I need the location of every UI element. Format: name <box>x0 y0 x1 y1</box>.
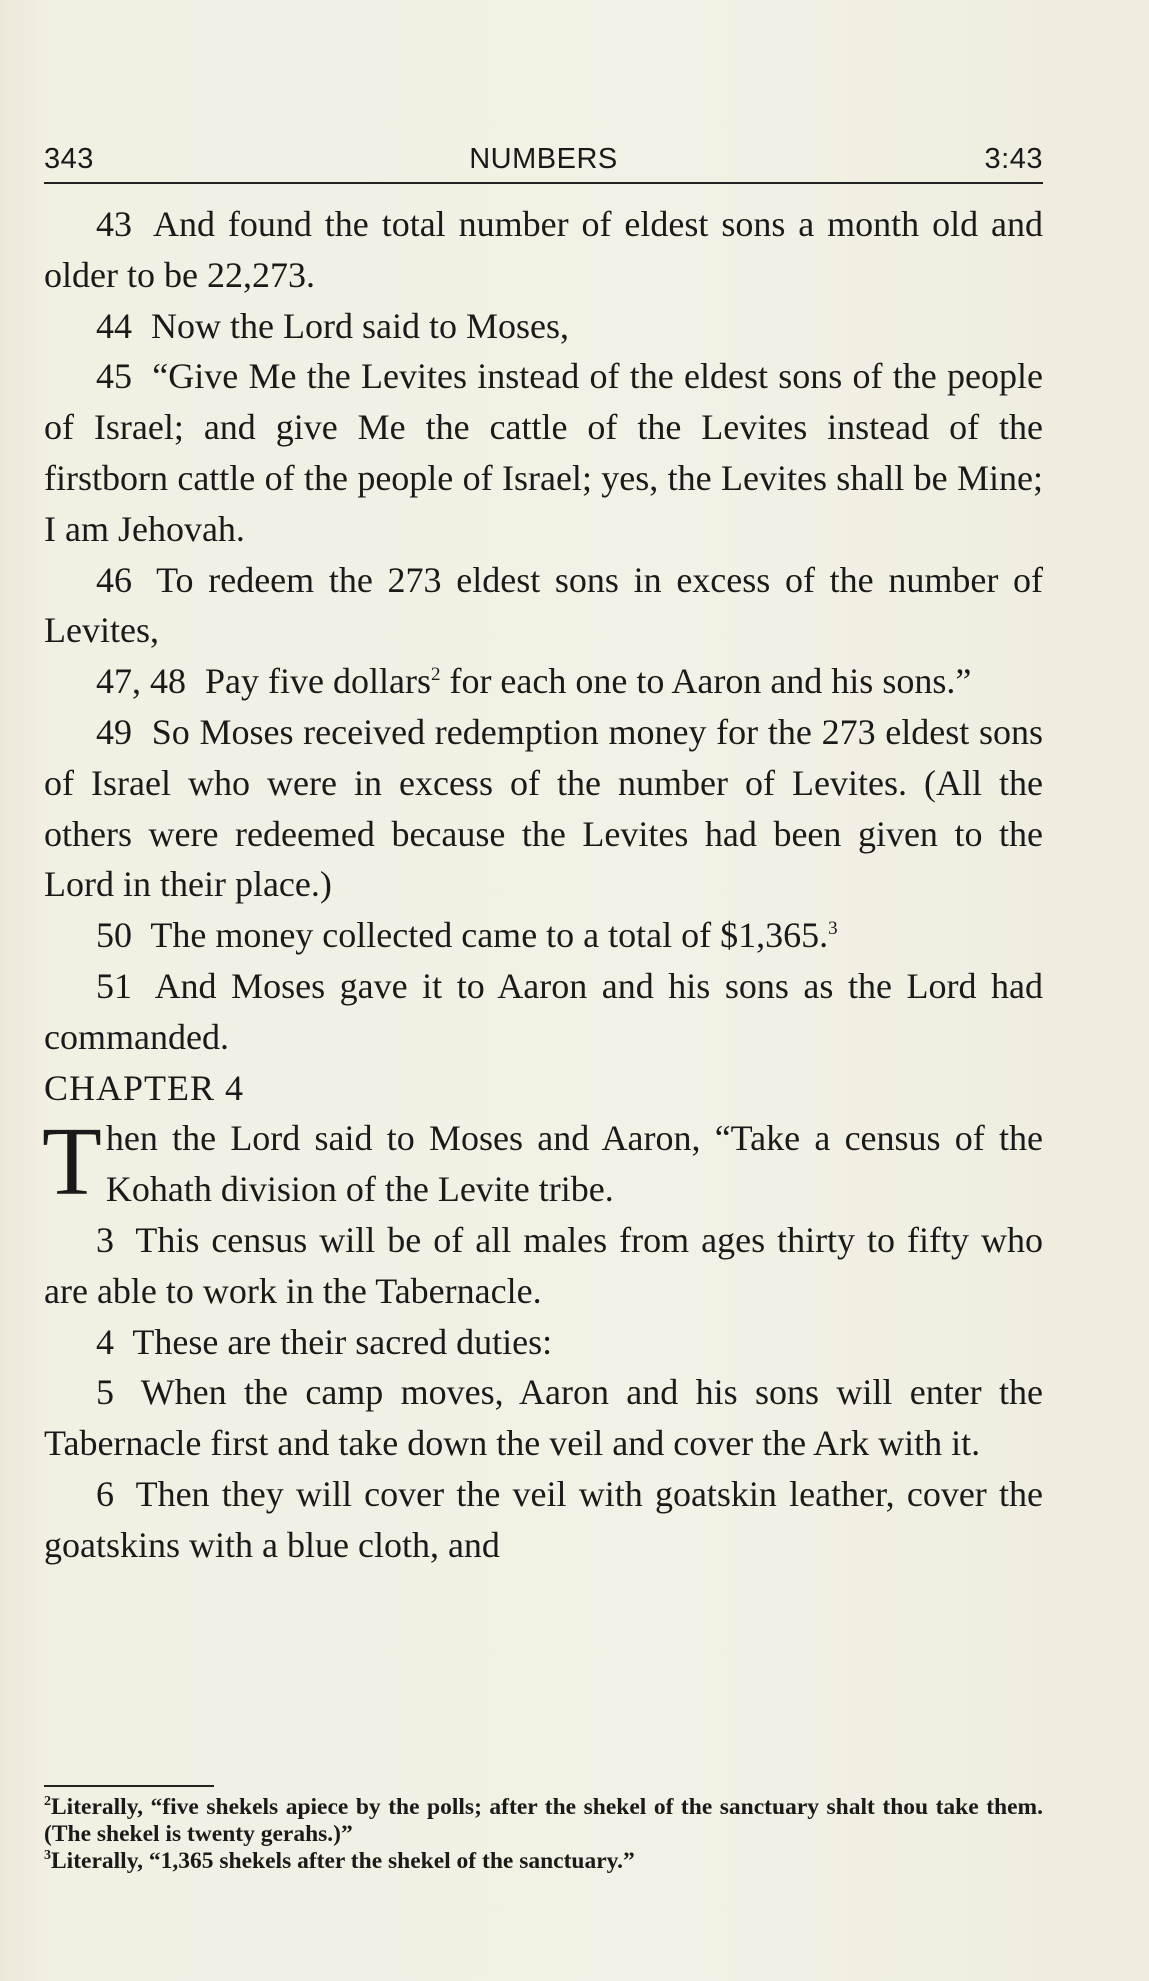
verse-paragraph <box>44 1215 1043 1317</box>
verse-number: 49 <box>96 711 132 752</box>
verse-text: Then they will cover the veil with goatskin leather, cover the goatskins with a blue cloth, and <box>44 1473 1043 1565</box>
verse-text-continued: for each one to Aaron and his sons.” <box>440 661 972 702</box>
drop-cap: T <box>42 1108 102 1217</box>
book-title: NUMBERS <box>469 143 618 175</box>
verse-number: 6 <box>96 1473 114 1514</box>
verse-text: “Give Me the Levites instead of the eldest sons of the people of Israel; and give Me the cattle of the Levites instead of the firstborn cattle of the people of Israel; yes, the Levites shall be Mine; I am Jehovah. <box>44 356 1044 549</box>
verse-text: The money collected came to a total of $1,365. <box>150 915 829 956</box>
footnote <box>44 1848 1043 1875</box>
verse-number: 47, 48 <box>96 661 186 702</box>
verse-paragraph <box>44 1367 1043 1469</box>
verse-number: 51 <box>96 965 132 1006</box>
verse-text: When the camp moves, Aaron and his sons will enter the Tabernacle first and take down the veil and cover the Ark with it. <box>44 1372 1043 1464</box>
verse-text: Now the Lord said to Moses, <box>151 305 569 346</box>
footnote-reference[interactable]: 2 <box>430 664 441 686</box>
footnote-mark: 3 <box>44 1848 51 1864</box>
verse-text: And found the total number of eldest sons a month old and older to be 22,273. <box>44 204 1043 295</box>
verse-number: 3 <box>96 1219 114 1260</box>
verse-text: Pay five dollars <box>205 661 431 702</box>
footnote-mark: 2 <box>44 1794 51 1810</box>
chapter-verse-reference: 3:43 <box>984 143 1043 175</box>
chapter-heading: CHAPTER 4 <box>44 1067 245 1108</box>
footnote-text: Literally, “five shekels apiece by the polls; after the shekel of the sanctuary shalt thou take them. (The shekel is twenty gerahs.)” <box>44 1794 1043 1847</box>
verse-paragraph <box>44 555 1043 657</box>
body-text <box>44 199 1043 1571</box>
chapter-opening-paragraph <box>42 1108 1043 1217</box>
footnote-divider <box>44 1785 214 1787</box>
verse-number: 43 <box>96 204 132 244</box>
verse-number: 46 <box>96 559 132 600</box>
verse-number: 45 <box>96 356 132 397</box>
footnote-reference[interactable]: 3 <box>828 918 838 940</box>
footnote <box>44 1794 1043 1848</box>
verse-paragraph <box>44 351 1043 554</box>
verse-number: 5 <box>96 1372 114 1413</box>
verse-number: 50 <box>96 915 132 956</box>
opening-text: hen the Lord said to Moses and Aaron, “Take a census of the Kohath division of the Levite tribe. <box>105 1118 1043 1210</box>
verse-number: 44 <box>96 305 132 346</box>
verse-text: These are their sacred duties: <box>132 1321 553 1362</box>
verse-text: And Moses gave it to Aaron and his sons as the Lord had commanded. <box>44 965 1043 1057</box>
footnotes <box>44 1794 1043 1875</box>
verse-text: So Moses received redemption money for the 273 eldest sons of Israel who were in excess of the number of Levites. (All the others were redeemed because the Levites had been given to the Lord in their place.) <box>44 711 1043 905</box>
footnote-text: Literally, “1,365 shekels after the shekel of the sanctuary.” <box>51 1848 635 1874</box>
verse-paragraph <box>44 910 1043 961</box>
verse-paragraph <box>44 656 1043 707</box>
verse-text: To redeem the 273 eldest sons in excess of the number of Levites, <box>44 559 1043 651</box>
verse-paragraph <box>44 301 1043 352</box>
verse-paragraph <box>44 961 1043 1063</box>
verse-text: This census will be of all males from ages thirty to fifty who are able to work in the Tabernacle. <box>44 1219 1043 1311</box>
verse-paragraph <box>44 199 1043 301</box>
running-header <box>44 136 1043 184</box>
verse-paragraph <box>44 1469 1043 1571</box>
verse-paragraph <box>44 707 1043 910</box>
verse-number: 4 <box>96 1321 114 1362</box>
verse-paragraph <box>44 1317 1043 1368</box>
page-number: 343 <box>44 143 94 175</box>
